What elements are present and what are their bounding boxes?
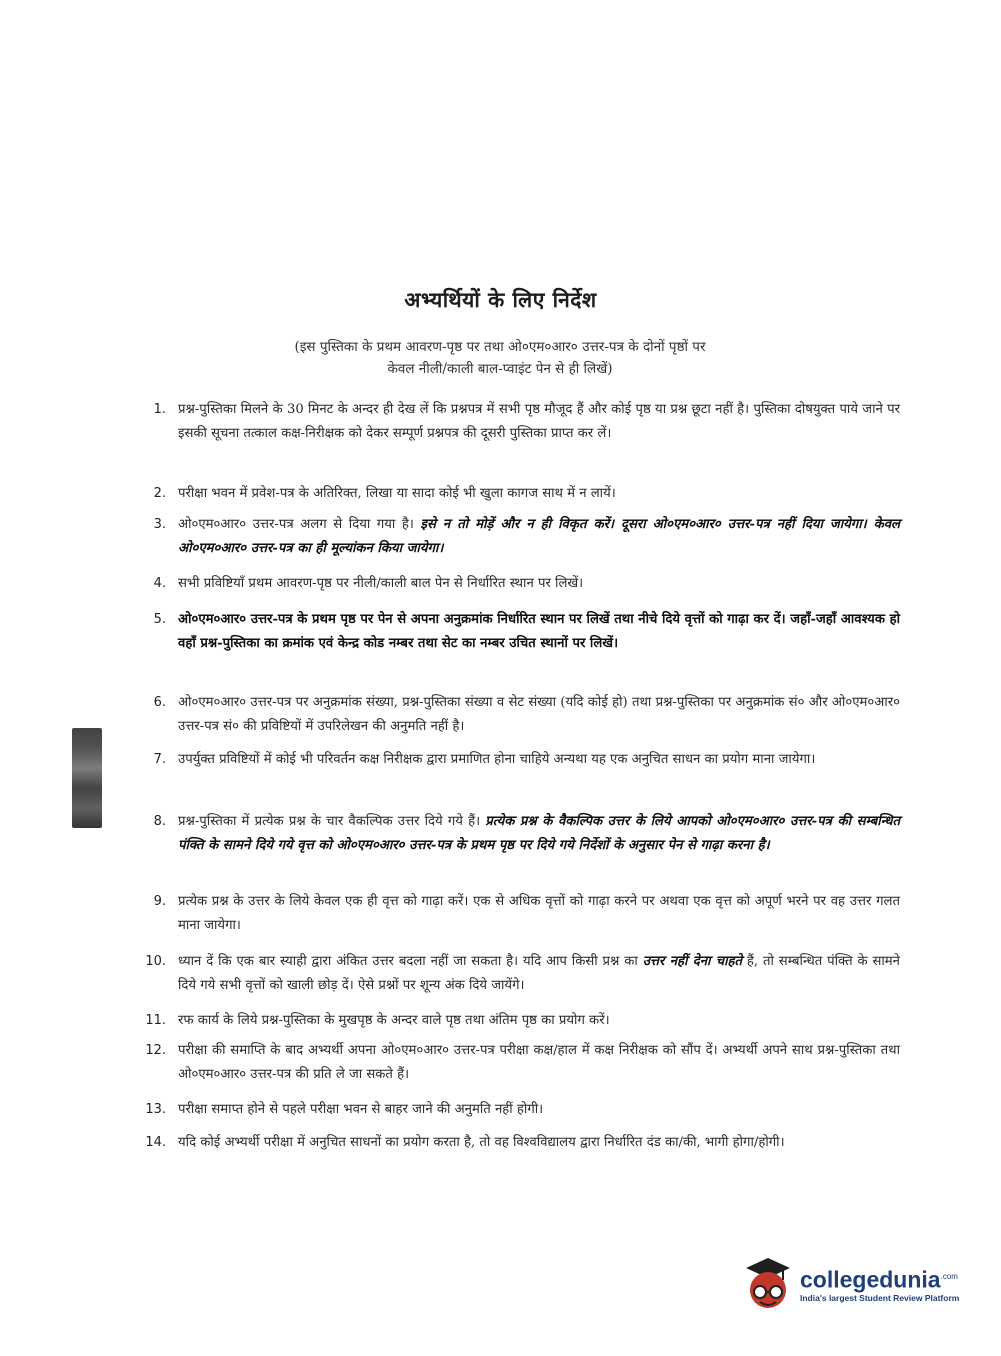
instruction-segment: ओ०एम०आर० उत्तर-पत्र अलग से दिया गया है। — [178, 517, 421, 532]
page-title: अभ्यर्थियों के लिए निर्देश — [404, 287, 597, 312]
side-stamp-mark — [72, 728, 102, 828]
instruction-number: 10. — [145, 954, 166, 969]
subtitle-line-1: (इस पुस्तिका के प्रथम आवरण-पृष्ठ पर तथा ओ०एम०आर० उत्तर-पत्र के दोनों पृष्ठों पर — [294, 339, 706, 355]
instruction-number: 5. — [153, 612, 166, 627]
instruction-segment: प्रत्येक प्रश्न के उत्तर के लिये केवल एक ही वृत्त को गाढ़ा करें। एक से अधिक वृत्तों को गाढ़ा करने पर अथवा एक वृत्त को अपूर्ण भरने पर वह उत्तर गलत माना जायेगा। — [178, 894, 900, 933]
instruction-segment: प्रश्न-पुस्तिका मिलने के 30 मिनट के अन्दर ही देख लें कि प्रश्नपत्र में सभी पृष्ठ मौजूद हैं और कोई पृष्ठ या प्रश्न छूटा नहीं है। पुस्तिका दोषयुक्त पाये जाने पर इसकी सूचना तत्काल कक्ष-निरीक्षक को देकर सम्पूर्ण प्रश्नपत्र की दूसरी पुस्तिका प्राप्त कर लें। — [178, 402, 900, 441]
instruction-item — [120, 513, 900, 561]
instruction-number: 4. — [153, 576, 166, 591]
logo-suffix: .com — [940, 1271, 958, 1281]
instruction-item — [120, 572, 900, 596]
instruction-segment: उपर्युक्त प्रविष्टियों में कोई भी परिवर्तन कक्ष निरीक्षक द्वारा प्रमाणित होना चाहिये अन्यथा यह एक अनुचित साधन का प्रयोग माना जायेगा। — [178, 752, 816, 767]
instruction-text — [178, 748, 900, 772]
instruction-emphasis: उत्तर नहीं देना चाहते — [642, 954, 743, 969]
logo-name: collegedunia$^{.com}$ — [800, 1266, 958, 1293]
instruction-item — [120, 1131, 900, 1155]
instruction-text — [178, 890, 900, 938]
instruction-number: 1. — [153, 402, 166, 417]
instruction-segment: प्रश्न-पुस्तिका में प्रत्येक प्रश्न के चार वैकल्पिक उत्तर दिये गये हैं। — [178, 814, 486, 829]
page-subtitle — [200, 336, 800, 380]
instruction-text — [178, 1009, 900, 1033]
collegedunia-logo[interactable] — [742, 1248, 972, 1320]
instruction-emphasis: इसे न तो मोड़ें और न ही विकृत करें। दूसरा ओ०एम०आर० उत्तर-पत्र नहीं दिया जायेगा। केवल ओ०एम०आर० उत्तर-पत्र का ही मूल्यांकन किया जायेगा। — [178, 517, 900, 556]
instruction-segment: सभी प्रविष्टियाँ प्रथम आवरण-पृष्ठ पर नीली/काली बाल पेन से निर्धारित स्थान पर लिखें। — [178, 576, 584, 591]
instruction-segment: रफ कार्य के लिये प्रश्न-पुस्तिका के मुखपृष्ठ के अन्दर वाले पृष्ठ तथा अंतिम पृष्ठ का प्रयोग करें। — [178, 1013, 610, 1028]
instruction-segment: ओ०एम०आर० उत्तर-पत्र के प्रथम पृष्ठ पर पेन से अपना अनुक्रमांक निर्धारित स्थान पर लिखें तथा नीचे दिये वृत्तों को गाढ़ा कर दें। जहाँ-जहाँ आवश्यक हो वहाँ प्रश्न-पुस्तिका का क्रमांक एवं केन्द्र कोड नम्बर तथा सेट का नम्बर उचित स्थानों पर लिखें। — [178, 612, 900, 651]
instruction-number: 7. — [153, 752, 166, 767]
instruction-segment: परीक्षा भवन में प्रवेश-पत्र के अतिरिक्त, लिखा या सादा कोई भी खुला कागज साथ में न लायें। — [178, 486, 616, 501]
instruction-text — [178, 398, 900, 446]
instruction-item — [120, 482, 900, 506]
instruction-number: 13. — [145, 1102, 166, 1117]
instruction-number: 3. — [153, 517, 166, 532]
instruction-number: 2. — [153, 486, 166, 501]
instruction-text — [178, 572, 900, 596]
instruction-text — [178, 608, 900, 656]
instruction-segment: परीक्षा समाप्त होने से पहले परीक्षा भवन से बाहर जाने की अनुमति नहीं होगी। — [178, 1102, 544, 1117]
instruction-item — [120, 608, 900, 656]
instruction-item — [120, 1009, 900, 1033]
instruction-segment: परीक्षा की समाप्ति के बाद अभ्यर्थी अपना ओ०एम०आर० उत्तर-पत्र परीक्षा कक्ष/हाल में कक्ष निरीक्षक को सौंप दें। अभ्यर्थी अपने साथ प्रश्न-पुस्तिका तथा ओ०एम०आर० उत्तर-पत्र की प्रति ले जा सकते हैं। — [178, 1043, 900, 1082]
instruction-number: 12. — [145, 1043, 166, 1058]
logo-mascot-icon — [742, 1254, 794, 1314]
instruction-item — [120, 1098, 900, 1122]
instruction-number: 14. — [145, 1135, 166, 1150]
instruction-item — [120, 748, 900, 772]
instruction-text — [178, 513, 900, 561]
instruction-segment: यदि कोई अभ्यर्थी परीक्षा में अनुचित साधनों का प्रयोग करता है, तो वह विश्वविद्यालय द्वारा निर्धारित दंड का/की, भागी होगा/होगी। — [178, 1135, 785, 1150]
instruction-text — [178, 810, 900, 858]
instruction-segment: ओ०एम०आर० उत्तर-पत्र पर अनुक्रमांक संख्या, प्रश्न-पुस्तिका संख्या व सेट संख्या (यदि कोई हो) तथा प्रश्न-पुस्तिका पर अनुक्रमांक सं० और ओ०एम०आर० उत्तर-पत्र सं० की प्रविष्टियों में उपरिलेखन की अनुमति नहीं है। — [178, 695, 900, 734]
instruction-text — [178, 1039, 900, 1087]
instruction-item — [120, 810, 900, 858]
instruction-number: 9. — [153, 894, 166, 909]
instruction-text — [178, 950, 900, 998]
instruction-segment: हैं, तो सम्बन्धित पंक्ति के सामने दिये गये सभी वृत्तों को खाली छोड़ दें। ऐसे प्रश्नों पर शून्य अंक दिये जायेंगे। — [178, 954, 900, 993]
instruction-number: 11. — [145, 1013, 166, 1028]
instruction-text — [178, 1131, 900, 1155]
instruction-text — [178, 482, 900, 506]
instruction-item — [120, 691, 900, 739]
instruction-text — [178, 1098, 900, 1122]
instruction-item — [120, 1039, 900, 1087]
instruction-number: 8. — [153, 814, 166, 829]
instruction-number: 6. — [153, 695, 166, 710]
instruction-item — [120, 950, 900, 998]
instruction-segment: ध्यान दें कि एक बार स्याही द्वारा अंकित उत्तर बदला नहीं जा सकता है। यदि आप किसी प्रश्न का — [178, 954, 643, 969]
instruction-item — [120, 890, 900, 938]
instruction-emphasis: प्रत्येक प्रश्न के वैकल्पिक उत्तर के लिये आपको ओ०एम०आर० उत्तर-पत्र की सम्बन्धित पंक्ति के सामने दिये गये वृत्त को ओ०एम०आर० उत्तर-पत्र के प्रथम पृष्ठ पर दिये गये निर्देशों के अनुसार पेन से गाढ़ा करना है। — [178, 814, 900, 853]
instruction-text — [178, 691, 900, 739]
instruction-item — [120, 398, 900, 446]
subtitle-line-2: केवल नीली/काली बाल-प्वाइंट पेन से ही लिखें) — [387, 361, 613, 377]
logo-tagline: India's largest Student Review Platform — [800, 1293, 960, 1304]
